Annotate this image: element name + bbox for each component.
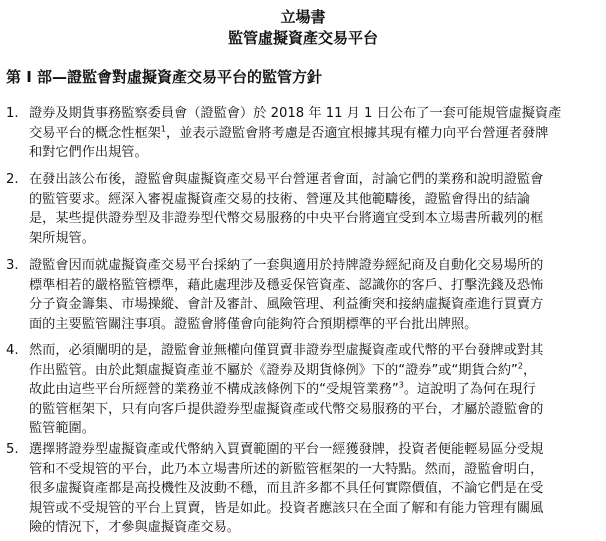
paragraph-line: 和對它們作出規管。 (29, 145, 148, 160)
paragraph-line: 的監管要求。經深入審視虛擬資產交易的技術、營運及其他範疇後，證監會得出的結論 (29, 191, 531, 207)
paragraph-line: 的監管框架下，只有向客戶提供證券型虛擬資產或代幣交易服務的平台，才屬於證監會的 (29, 401, 544, 417)
paragraph-line: 監管範圍。 (29, 421, 95, 436)
paragraph-line (29, 380, 603, 400)
paragraph-number: 3. (6, 258, 19, 273)
paragraph-line: 管和不受規管的平台，此乃本立場書所述的新監管框架的一大特點。然而，證監會明白， (29, 461, 544, 477)
paragraph-text: 交易平台的概念性框架 (29, 125, 161, 141)
paragraph-line: 證監會因而就虛擬資產交易平台採納了一套與適用於持牌證券經紀商及自動化交易場所的 (29, 258, 544, 273)
paragraph-number: 2. (6, 172, 19, 187)
paragraph-line: 是，某些提供證券型及非證券型代幣交易服務的中央平台將適宜受到本立場書所載列的框 (29, 211, 544, 226)
document-type-title: 立場書 (280, 8, 326, 26)
paragraph-line: 規管或不受規管的平台上買賣，皆是如此。投資者應該只在全面了解和有能力管理有關風 (29, 500, 544, 516)
footnote-ref-2[interactable]: 2 (517, 361, 523, 371)
footnote-ref-3[interactable]: 3 (398, 380, 404, 390)
paragraph-line: 面的主要監管關注事項。證監會將僅會向能夠符合預期標準的平台批出牌照。 (29, 316, 478, 332)
paragraph-text: ， (522, 362, 537, 378)
paragraph-line: 在發出該公布後，證監會與虛擬資產交易平台營運者會面，討論它們的業務和說明證監會 (29, 172, 544, 187)
paragraph-number: 4. (6, 343, 19, 358)
paragraph-line (29, 124, 603, 144)
paragraph-line: 證券及期貨事務監察委員會（證監會）於 2018 年 11 月 1 日公布了一套可能規管虛擬資產 (29, 106, 562, 121)
paragraph-line: 選擇將證券型虛擬資產或代幣納入買賣範圍的平台一經獲發牌，投資者便能輕易區分受規 (29, 442, 544, 457)
paragraph-text: 。這說明了為何在現行 (403, 382, 536, 397)
paragraph-line: 險的情況下，才參與虛擬資產交易。 (29, 520, 240, 535)
paragraph-text: 作出監管。由於此類虛擬資產並不屬於《證券及期貨條例》下的“證券”或“期貨合約” (29, 362, 518, 378)
paragraph-number: 1. (6, 106, 19, 121)
paragraph-line: 架所規管。 (29, 230, 95, 246)
paragraph-line: 分子資金籌集、市場操縱、會計及審計、風險管理、利益衝突和接納虛擬資產進行買賣方 (29, 297, 544, 312)
part-one-heading: 第 I 部—證監會對虛擬資產交易平台的監管方針 (6, 68, 323, 86)
document-subject-title: 監管虛擬資產交易平台 (227, 29, 378, 47)
footnote-ref-1[interactable]: 1 (160, 124, 166, 134)
paragraph-number: 5. (6, 442, 19, 457)
paragraph-line: 然而，必須闡明的是，證監會並無權向僅買賣非證券型虛擬資產或代幣的平台發牌或對其 (29, 343, 544, 358)
paragraph-text: 故此由這些平台所經營的業務並不構成該條例下的“受規管業務” (29, 382, 399, 397)
paragraph-line (29, 361, 603, 381)
paragraph-line: 很多虛擬資產都是高投機性及波動不穩，而且許多都不具任何實際價值，不論它們是在受 (29, 481, 544, 496)
paragraph-text: ，並表示證監會將考慮是否適宜根據其現有權力向平台營運者發牌 (165, 125, 549, 141)
paragraph-line: 標準相若的嚴格監管標準，藉此處理涉及穩妥保管資產、認識你的客戶、打擊洗錢及恐怖 (29, 277, 544, 293)
